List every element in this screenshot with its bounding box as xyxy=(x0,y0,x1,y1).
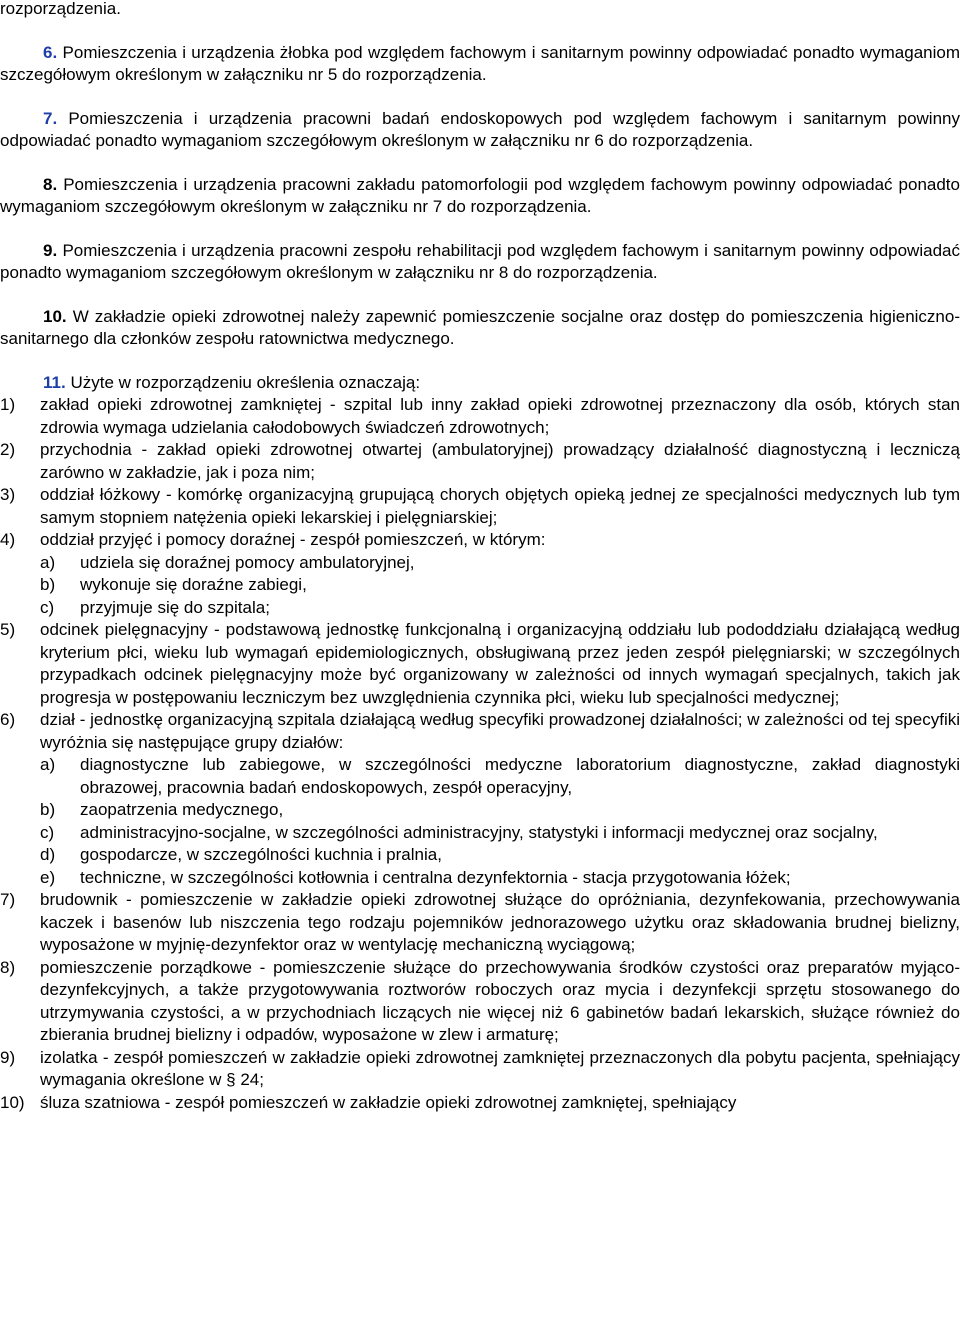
definition-subitem xyxy=(40,799,960,822)
section-number: 9. xyxy=(43,240,58,260)
definition-sub-wrapper xyxy=(0,597,960,620)
section-number: 11. xyxy=(43,372,66,392)
definition-item xyxy=(0,484,960,529)
subitem-letter: b) xyxy=(40,800,56,819)
definition-subitem xyxy=(40,574,960,597)
item-number: 4) xyxy=(0,530,16,549)
definition-subitem xyxy=(40,822,960,845)
definition-item xyxy=(0,619,960,709)
section-number: 6. xyxy=(43,42,58,62)
definition-item xyxy=(0,889,960,957)
item-text: izolatka - zespół pomieszczeń w zakładzie opieki zdrowotnej zamkniętej przeznaczonych dla pobytu pacjenta, spełniający wymagania określone w § 24; xyxy=(40,1047,960,1089)
definition-subitem xyxy=(40,597,960,620)
definition-sub-wrapper xyxy=(0,754,960,799)
subitem-text: diagnostyczne lub zabiegowe, w szczególności medyczne laboratorium diagnostyczne, zakład diagnostyki obrazowej, pracownia badań endoskopowych, zespół operacyjny, xyxy=(80,755,960,797)
continuation-text: rozporządzenia. xyxy=(0,0,121,18)
definition-item xyxy=(0,709,960,754)
section-paragraph xyxy=(0,108,960,153)
subitem-letter: a) xyxy=(40,552,56,572)
section-11-intro xyxy=(0,372,960,395)
definition-item xyxy=(0,1092,960,1115)
item-text: pomieszczenie porządkowe - pomieszczenie służące do przechowywania środków czystości oraz preparatów myjąco-dezynfekcyjnych, a także przygotowywania roztworów roboczych oraz mycia i dezynfekcji sprzętu stosowanego do utrzymywania czystości, a w przychodniach liczących nie więcej niż 6 gabinetów badań lekarskich, służące również do zbierania brudnej bielizny i odpadów, wyposażone w zlew i armaturę; xyxy=(40,957,960,1044)
item-text: oddział łóżkowy - komórkę organizacyjną grupującą chorych objętych opieką jednej ze specjalności medycznych lub tym samym stopniem natężenia opieki lekarskiej i pielęgniarskiej; xyxy=(40,485,960,527)
section-number: 10. xyxy=(43,306,67,326)
subitem-letter: d) xyxy=(40,845,56,864)
item-number: 6) xyxy=(0,710,16,729)
item-number: 7) xyxy=(0,890,16,909)
definition-sub-wrapper xyxy=(0,552,960,575)
subitem-text: zaopatrzenia medycznego, xyxy=(80,800,284,819)
definition-sub-wrapper xyxy=(0,844,960,867)
section-text: Pomieszczenia i urządzenia żłobka pod względem fachowym i sanitarnym powinny odpowiadać ponadto wymaganiom szczegółowym określonym w załączniku nr 5 do rozporządzenia. xyxy=(0,42,960,84)
section-paragraph xyxy=(0,306,960,351)
definition-item xyxy=(0,439,960,484)
subitem-text: gospodarcze, w szczególności kuchnia i pralnia, xyxy=(80,845,442,864)
definition-sub-wrapper xyxy=(0,574,960,597)
definition-subitem xyxy=(40,754,960,799)
definition-item xyxy=(0,957,960,1047)
section-paragraph xyxy=(0,174,960,219)
section-number: 7. xyxy=(43,108,58,128)
item-number: 1) xyxy=(0,395,16,414)
definition-item xyxy=(0,1047,960,1092)
definition-sub-wrapper xyxy=(0,799,960,822)
subitem-text: administracyjno-socjalne, w szczególności administracyjny, statystyki i informacji medycznej oraz socjalny, xyxy=(80,822,878,842)
item-text: brudownik - pomieszczenie w zakładzie opieki zdrowotnej służące do opróżniania, dezynfekowania, przechowywania kaczek i basenów lub niszczenia tego rodzaju pojemników jednorazowego użytku oraz składowania brudnej bielizny, wyposażone w myjnię-dezynfektor oraz w wentylację mechaniczną wyciągową; xyxy=(40,890,960,954)
item-number: 5) xyxy=(0,620,16,639)
definition-subitem xyxy=(40,867,960,890)
item-number: 8) xyxy=(0,957,16,977)
subitem-letter: b) xyxy=(40,575,56,594)
item-text: oddział przyjęć i pomocy doraźnej - zespół pomieszczeń, w którym: xyxy=(40,530,546,549)
section-text: Pomieszczenia i urządzenia pracowni zespołu rehabilitacji pod względem fachowym i sanitarnym powinny odpowiadać ponadto wymaganiom szczegółowym określonym w załączniku nr 8 do rozporządzenia. xyxy=(0,240,960,282)
section-paragraph xyxy=(0,240,960,285)
item-number: 3) xyxy=(0,485,16,504)
subitem-text: wykonuje się doraźne zabiegi, xyxy=(80,575,307,594)
subitem-letter: c) xyxy=(40,597,55,617)
section-text: Użyte w rozporządzeniu określenia oznaczają: xyxy=(70,372,421,392)
item-text: dział - jednostkę organizacyjną szpitala działającą według specyfiki prowadzonej działalności; w zależności od tej specyfiki wyróżnia się następujące grupy działów: xyxy=(40,710,960,752)
sections xyxy=(0,42,960,351)
definition-sub-wrapper xyxy=(0,867,960,890)
item-text: przychodnia - zakład opieki zdrowotnej otwartej (ambulatoryjnej) prowadzący działalność diagnostyczną i leczniczą zarówno w zakładzie, jak i poza nim; xyxy=(40,440,960,482)
subitem-letter: a) xyxy=(40,755,56,774)
section-text: Pomieszczenia i urządzenia pracowni badań endoskopowych pod względem fachowym i sanitarnym powinny odpowiadać ponadto wymaganiom szczegółowym określonym w załączniku nr 6 do rozporządzenia. xyxy=(0,108,960,150)
definition-item xyxy=(0,529,960,552)
item-text: zakład opieki zdrowotnej zamkniętej - szpital lub inny zakład opieki zdrowotnej przeznaczony dla osób, których stan zdrowia wymaga udzielania całodobowych świadczeń zdrowotnych; xyxy=(40,395,960,437)
subitem-letter: c) xyxy=(40,822,55,842)
section-paragraph xyxy=(0,42,960,87)
definition-sub-wrapper xyxy=(0,822,960,845)
definition-subitem xyxy=(40,844,960,867)
subitem-letter: e) xyxy=(40,867,56,887)
subitem-text: techniczne, w szczególności kotłownia i centralna dezynfektornia - stacja przygotowania łóżek; xyxy=(80,867,791,887)
section-text: W zakładzie opieki zdrowotnej należy zapewnić pomieszczenie socjalne oraz dostęp do pomieszczenia higieniczno-sanitarnego dla członków zespołu ratownictwa medycznego. xyxy=(0,306,960,348)
item-text: odcinek pielęgnacyjny - podstawową jednostkę funkcjonalną i organizacyjną oddziału lub pododdziału działającą według kryterium płci, wieku lub wymagań epidemiologicznych, obsługiwaną przez jeden zespół pielęgniarski; w szczególnych przypadkach odcinek pielęgnacyjny może być organizowany w zależności od innych wymagań specjalnych, takich jak progresja w postępowaniu leczniczym bez uwzględnienia czynnika płci, wieku lub specjalności medycznej; xyxy=(40,620,960,707)
section-text: Pomieszczenia i urządzenia pracowni zakładu patomorfologii pod względem fachowym powinny odpowiadać ponadto wymaganiom szczegółowym określonym w załączniku nr 7 do rozporządzenia. xyxy=(0,174,960,216)
definition-item xyxy=(0,394,960,439)
subitem-text: udziela się doraźnej pomocy ambulatoryjnej, xyxy=(80,552,415,572)
item-number: 9) xyxy=(0,1047,16,1067)
item-number: 2) xyxy=(0,440,16,459)
section-number: 8. xyxy=(43,174,58,194)
definition-subitem xyxy=(40,552,960,575)
item-number: 10) xyxy=(0,1092,25,1112)
item-text: śluza szatniowa - zespół pomieszczeń w zakładzie opieki zdrowotnej zamkniętej, spełniający xyxy=(40,1092,737,1112)
subitem-text: przyjmuje się do szpitala; xyxy=(80,597,270,617)
definitions-list xyxy=(0,394,960,1114)
